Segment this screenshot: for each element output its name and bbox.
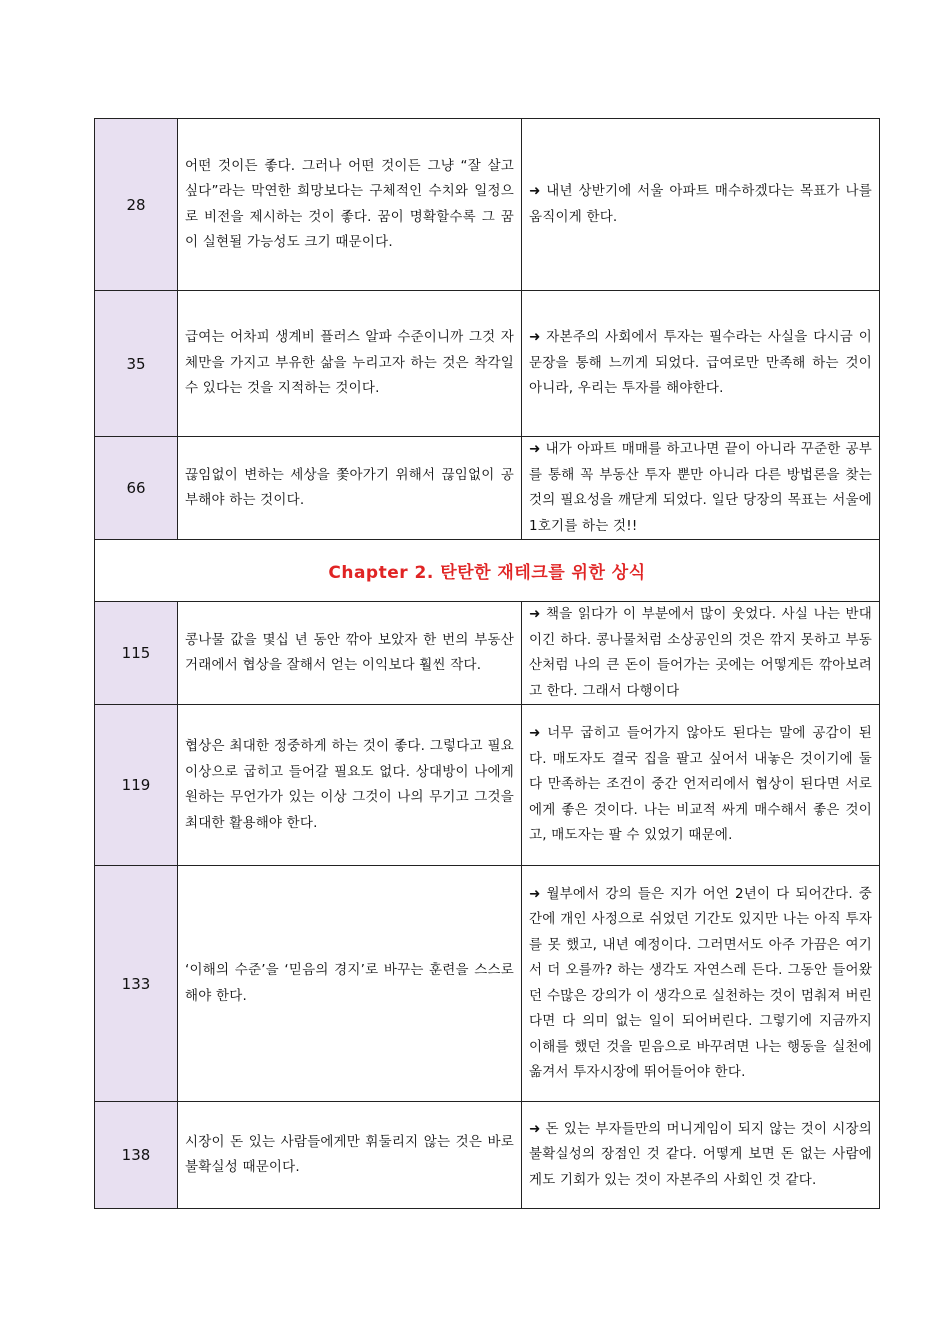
table-row bbox=[95, 602, 880, 705]
table-row bbox=[95, 291, 880, 437]
thought-text: ➜ 책을 읽다가 이 부분에서 많이 웃었다. 사실 나는 반대이긴 하다. 콩나물처럼 소상공인의 것은 깎지 못하고 부동산처럼 나의 큰 돈이 들어가는 곳에는 어떻게든 깎아보려고 한다. 그래서 다행이다 bbox=[522, 602, 880, 705]
quote-text: ‘이해의 수준’을 ‘믿음의 경지’로 바꾸는 훈련을 스스로 해야 한다. bbox=[178, 866, 522, 1102]
quote-text: 협상은 최대한 정중하게 하는 것이 좋다. 그렇다고 필요 이상으로 굽히고 들어갈 필요도 없다. 상대방이 나에게 원하는 무언가가 있는 이상 그것이 나의 무기고 그것을 최대한 활용해야 한다. bbox=[178, 705, 522, 866]
quote-text: 시장이 돈 있는 사람들에게만 휘둘리지 않는 것은 바로 불확실성 때문이다. bbox=[178, 1102, 522, 1209]
page-number: 66 bbox=[95, 437, 178, 540]
chapter-row bbox=[95, 540, 880, 602]
page-number: 28 bbox=[95, 119, 178, 291]
chapter-heading: Chapter 2. 탄탄한 재테크를 위한 상식 bbox=[95, 540, 880, 602]
table-row bbox=[95, 119, 880, 291]
table-row bbox=[95, 866, 880, 1102]
quote-text: 급여는 어차피 생계비 플러스 알파 수준이니까 그것 자체만을 가지고 부유한 삶을 누리고자 하는 것은 착각일 수 있다는 것을 지적하는 것이다. bbox=[178, 291, 522, 437]
thought-text: ➜ 월부에서 강의 들은 지가 어언 2년이 다 되어간다. 중간에 개인 사정으로 쉬었던 기간도 있지만 나는 아직 투자를 못 했고, 내년 예정이다. 그러면서도 아주 가끔은 여기서 더 오를까? 하는 생각도 자연스레 든다. 그동안 들어왔던 수많은 강의가 이 생각으로 실천하는 것이 멈춰져 버린다면 다 의미 없는 일이 되어버린다. 그렇기에 지금까지 이해를 했던 것을 믿음으로 바꾸려면 나는 행동을 실천에 옮겨서 투자시장에 뛰어들어야 한다. bbox=[522, 866, 880, 1102]
page-number: 138 bbox=[95, 1102, 178, 1209]
table-row bbox=[95, 437, 880, 540]
thought-text: ➜ 내년 상반기에 서울 아파트 매수하겠다는 목표가 나를 움직이게 한다. bbox=[522, 119, 880, 291]
table-row bbox=[95, 1102, 880, 1209]
page-number: 115 bbox=[95, 602, 178, 705]
thought-text: ➜ 너무 굽히고 들어가지 않아도 된다는 말에 공감이 된다. 매도자도 결국 집을 팔고 싶어서 내놓은 것이기에 둘 다 만족하는 조건이 중간 언저리에서 협상이 된다면 서로에게 좋은 것이다. 나는 비교적 싸게 매수해서 좋은 것이고, 매도자는 팔 수 있었기 때문에. bbox=[522, 705, 880, 866]
table-row bbox=[95, 705, 880, 866]
page-number: 119 bbox=[95, 705, 178, 866]
quote-text: 콩나물 값을 몇십 년 동안 깎아 보았자 한 번의 부동산 거래에서 협상을 잘해서 얻는 이익보다 훨씬 작다. bbox=[178, 602, 522, 705]
quote-text: 어떤 것이든 좋다. 그러나 어떤 것이든 그냥 “잘 살고 싶다”라는 막연한 희망보다는 구체적인 수치와 일정으로 비전을 제시하는 것이 좋다. 꿈이 명확할수록 그 꿈이 실현될 가능성도 크기 때문이다. bbox=[178, 119, 522, 291]
page-number: 133 bbox=[95, 866, 178, 1102]
page-number: 35 bbox=[95, 291, 178, 437]
thought-text: ➜ 자본주의 사회에서 투자는 필수라는 사실을 다시금 이 문장을 통해 느끼게 되었다. 급여로만 만족해 하는 것이 아니라, 우리는 투자를 해야한다. bbox=[522, 291, 880, 437]
thought-text: ➜ 돈 있는 부자들만의 머니게임이 되지 않는 것이 시장의 불확실성의 장점인 것 같다. 어떻게 보면 돈 없는 사람에게도 기회가 있는 것이 자본주의 사회인 것 같다. bbox=[522, 1102, 880, 1209]
reading-notes-table bbox=[94, 118, 880, 1209]
thought-text: ➜ 내가 아파트 매매를 하고나면 끝이 아니라 꾸준한 공부를 통해 꼭 부동산 투자 뿐만 아니라 다른 방법론을 찾는 것의 필요성을 깨닫게 되었다. 일단 당장의 목표는 서울에 1호기를 하는 것!! bbox=[522, 437, 880, 540]
quote-text: 끊임없이 변하는 세상을 쫓아가기 위해서 끊임없이 공부해야 하는 것이다. bbox=[178, 437, 522, 540]
